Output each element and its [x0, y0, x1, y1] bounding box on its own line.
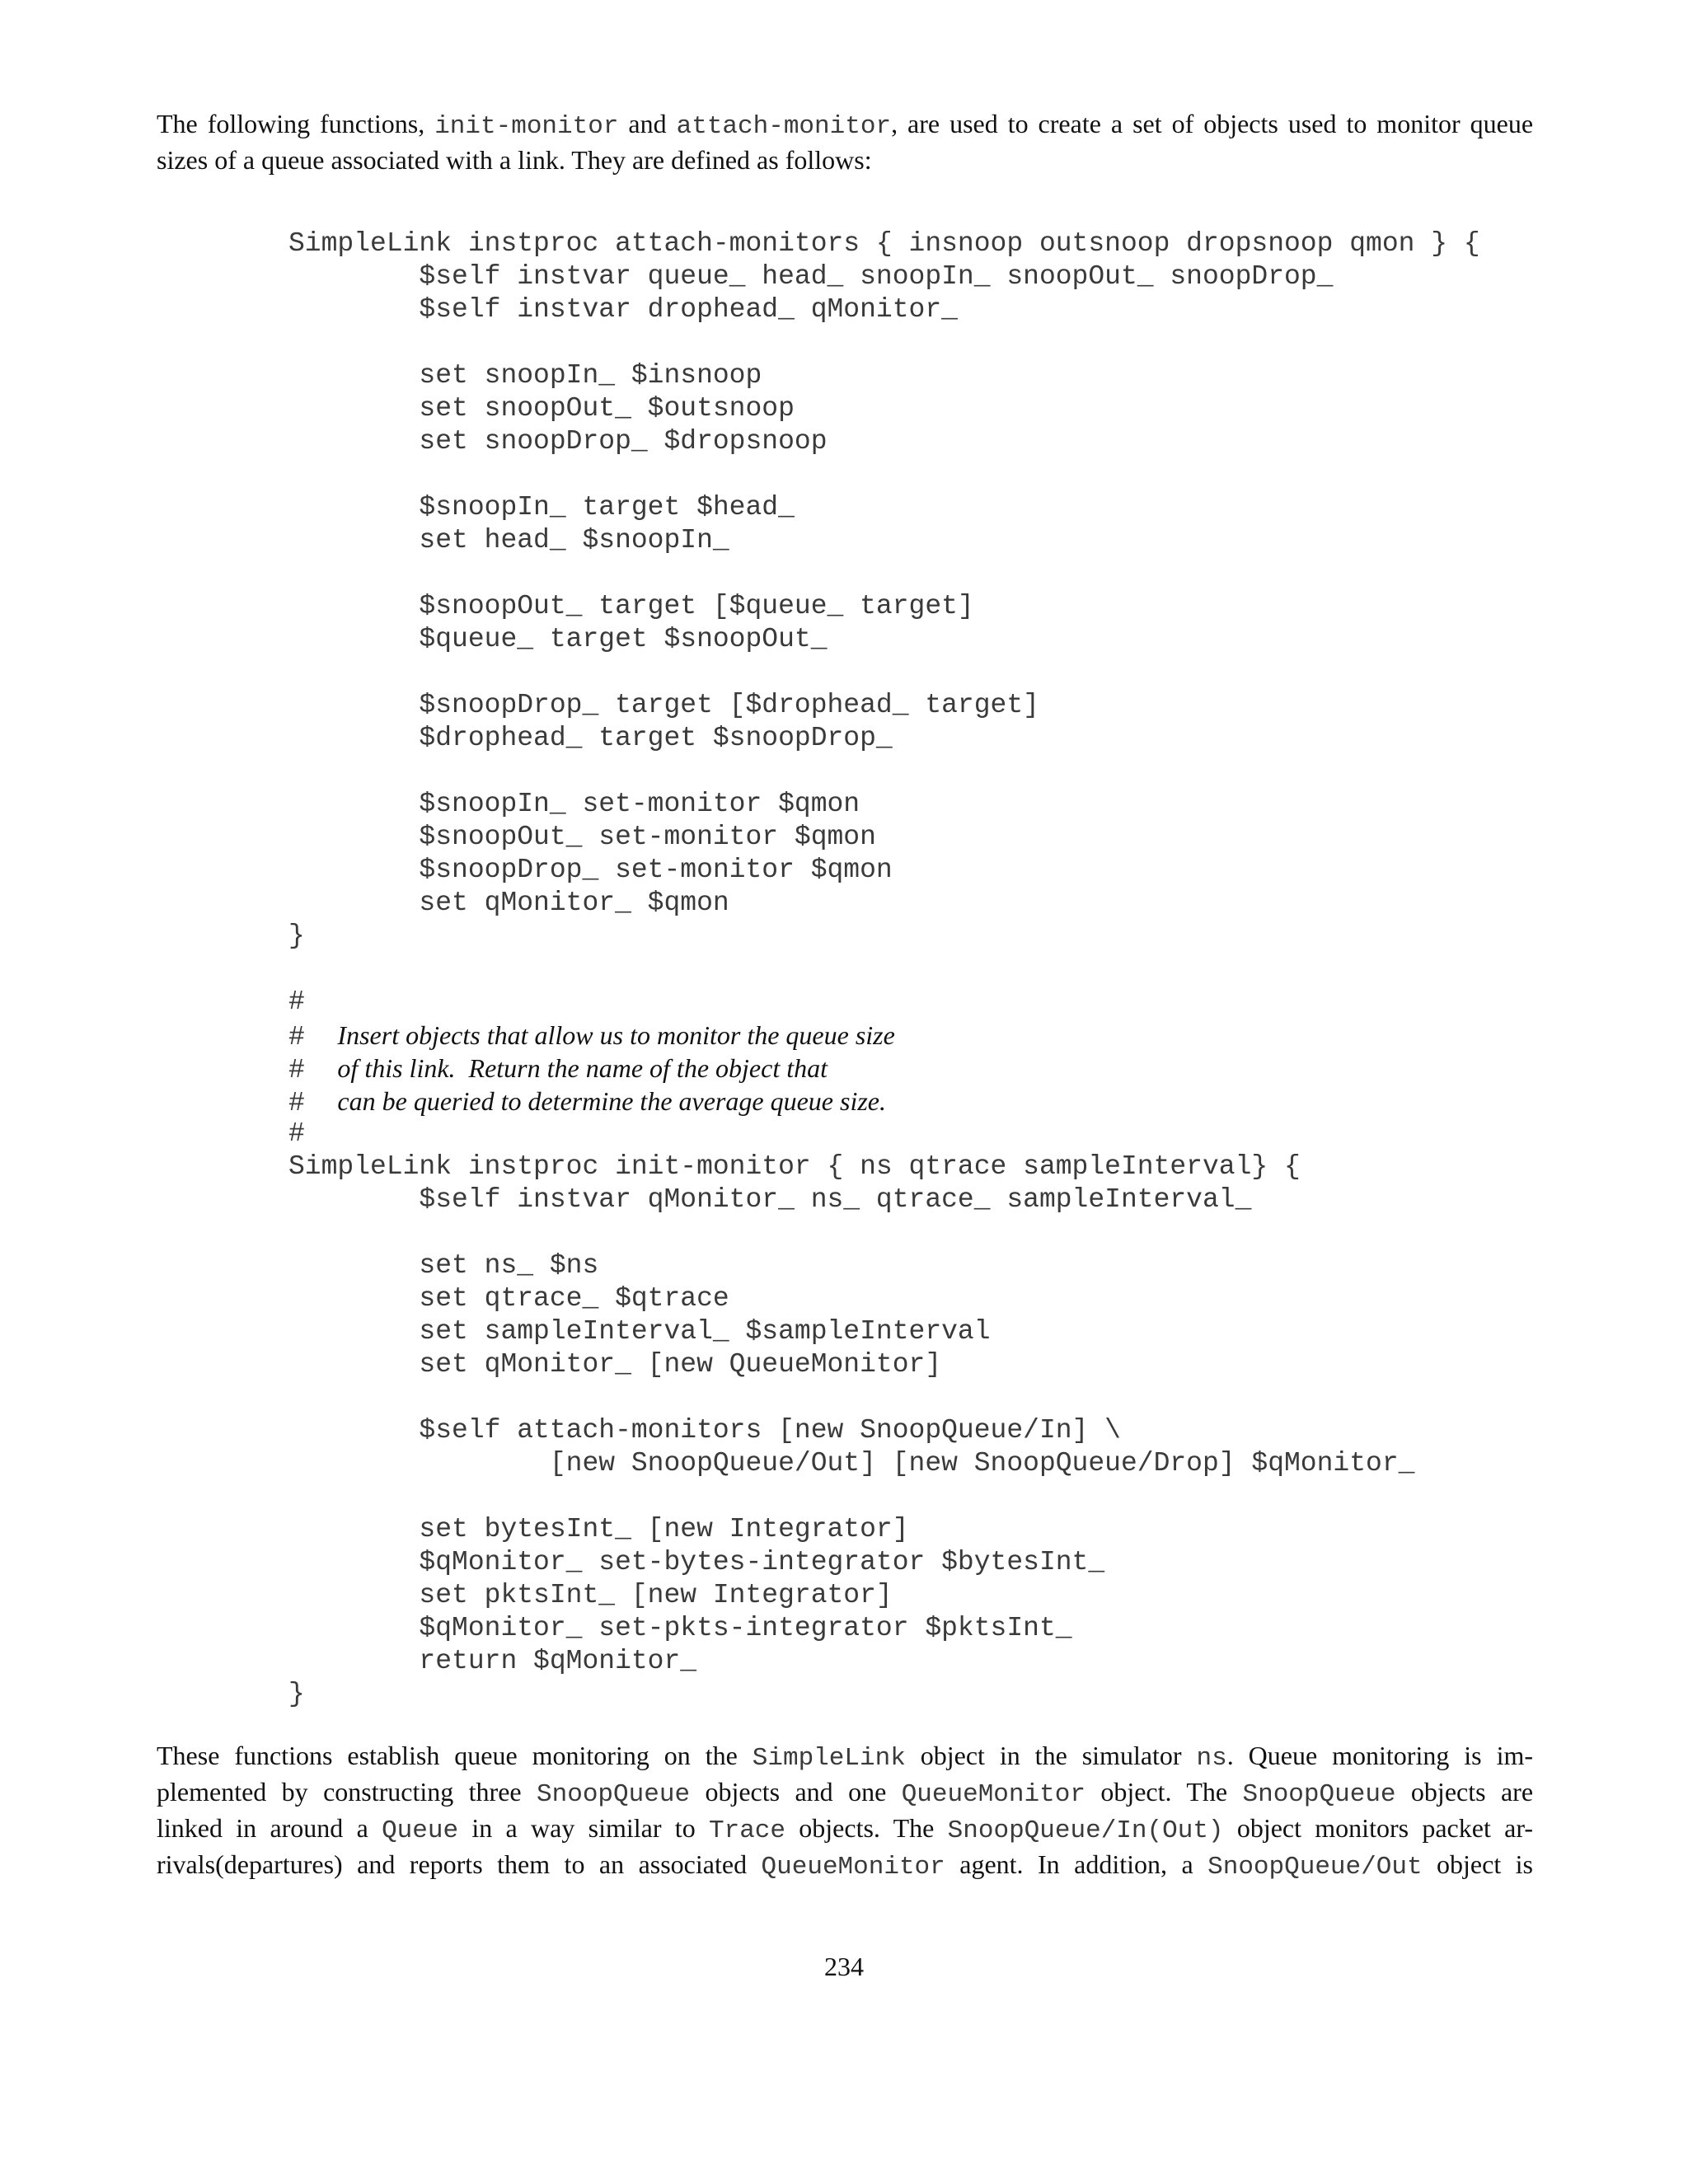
closing-line-2	[157, 1775, 1533, 1811]
code-line-text: [new SnoopQueue/Out] [new SnoopQueue/Drop] $qMonitor_	[288, 1448, 1415, 1479]
code-line	[288, 623, 1480, 656]
intro-line-1	[157, 107, 1533, 143]
code-line	[288, 953, 1480, 986]
code-line	[288, 260, 1480, 293]
body-text: . Queue monitoring is im-	[1226, 1741, 1534, 1770]
code-line	[288, 887, 1480, 920]
code-line-text: $snoopIn_ set-monitor $qmon	[288, 789, 860, 819]
code-line	[288, 1282, 1480, 1315]
code-line	[288, 557, 1480, 590]
code-line-text: $snoopOut_ target [$queue_ target]	[288, 591, 974, 621]
code-line-text: $snoopOut_ set-monitor $qmon	[288, 822, 876, 852]
code-line-text: }	[288, 1679, 305, 1709]
code-line	[288, 590, 1480, 623]
body-text: objects are	[1395, 1777, 1534, 1807]
code-line	[288, 689, 1480, 722]
body-text: objects and one	[690, 1777, 902, 1807]
closing-line-1	[157, 1739, 1533, 1775]
body-text: object monitors packet ar-	[1223, 1813, 1534, 1843]
code-term-attach-monitor: attach-monitor	[676, 112, 892, 141]
code-term-simplelink: SimpleLink	[752, 1744, 906, 1773]
code-line	[288, 1678, 1480, 1711]
code-line-text: $snoopDrop_ set-monitor $qmon	[288, 855, 893, 885]
code-line	[288, 491, 1480, 524]
code-comment: Insert objects that allow us to monitor the queue size	[337, 1020, 895, 1050]
code-line	[288, 1480, 1480, 1513]
code-line-text: set qMonitor_ $qmon	[288, 888, 729, 918]
code-line-text: $self attach-monitors [new SnoopQueue/In] \	[288, 1415, 1121, 1446]
code-line	[288, 1447, 1480, 1480]
code-term-trace: Trace	[708, 1816, 785, 1845]
code-line	[288, 854, 1480, 887]
code-line	[288, 656, 1480, 689]
closing-line-4	[157, 1848, 1533, 1884]
code-line-text: SimpleLink instproc init-monitor { ns qtrace sampleInterval} {	[288, 1151, 1301, 1182]
code-line-text: $drophead_ target $snoopDrop_	[288, 723, 893, 753]
body-text: objects. The	[785, 1813, 948, 1843]
body-text: object. The	[1085, 1777, 1243, 1807]
code-line-text: $snoopIn_ target $head_	[288, 492, 795, 523]
code-comment: of this link. Return the name of the object that	[337, 1053, 828, 1083]
code-line-text: $queue_ target $snoopOut_	[288, 624, 828, 654]
code-line-text: $self instvar qMonitor_ ns_ qtrace_ sampleInterval_	[288, 1184, 1252, 1215]
code-line	[288, 1348, 1480, 1381]
code-line	[288, 227, 1480, 260]
page-number: 234	[824, 1952, 864, 1981]
code-line-text: #	[288, 1055, 305, 1085]
code-line-text: $self instvar queue_ head_ snoopIn_ snoopOut_ snoopDrop_	[288, 261, 1334, 292]
closing-paragraph	[157, 1739, 1533, 1884]
code-line	[288, 524, 1480, 557]
body-text: plemented by constructing three	[157, 1777, 537, 1807]
code-line-text: #	[288, 1022, 305, 1052]
code-line	[288, 788, 1480, 821]
closing-line-3	[157, 1811, 1533, 1848]
code-line-text: SimpleLink instproc attach-monitors { insnoop outsnoop dropsnoop qmon } {	[288, 228, 1480, 259]
body-text: linked in around a	[157, 1813, 382, 1843]
code-line	[288, 1118, 1480, 1151]
code-line-text: set qMonitor_ [new QueueMonitor]	[288, 1349, 942, 1380]
code-line	[288, 1151, 1480, 1183]
code-line	[288, 1019, 1480, 1052]
code-term-snoopqueue: SnoopQueue	[537, 1780, 691, 1809]
intro-text: and	[618, 109, 677, 138]
code-line	[288, 293, 1480, 326]
intro-paragraph	[157, 107, 1533, 176]
code-comment: can be queried to determine the average queue size.	[337, 1086, 886, 1116]
code-line	[288, 1183, 1480, 1216]
code-line-text: set bytesInt_ [new Integrator]	[288, 1514, 909, 1544]
code-line	[288, 1052, 1480, 1085]
code-line	[288, 359, 1480, 392]
code-term-snoopqueue-in-out: SnoopQueue/In(Out)	[947, 1816, 1224, 1845]
code-line-text: set head_ $snoopIn_	[288, 525, 729, 555]
code-line	[288, 1249, 1480, 1282]
code-line-text: set pktsInt_ [new Integrator]	[288, 1580, 893, 1610]
code-term-snoopqueue-out: SnoopQueue/Out	[1207, 1853, 1423, 1882]
code-term-queuemonitor: QueueMonitor	[901, 1780, 1085, 1809]
body-text: agent. In addition, a	[945, 1849, 1208, 1879]
code-line	[288, 722, 1480, 755]
code-line-text: #	[288, 1118, 305, 1149]
code-line-text: #	[288, 987, 305, 1017]
code-line-text: return $qMonitor_	[288, 1646, 697, 1676]
code-line	[288, 920, 1480, 953]
code-term-snoopqueue: SnoopQueue	[1242, 1780, 1396, 1809]
body-text: object in the simulator	[905, 1741, 1197, 1770]
code-line-text: set snoopOut_ $outsnoop	[288, 393, 795, 424]
code-line-text: set snoopIn_ $insnoop	[288, 360, 762, 391]
code-line-text: set qtrace_ $qtrace	[288, 1283, 729, 1314]
code-line	[288, 425, 1480, 458]
code-line-text: #	[288, 1088, 305, 1118]
code-line	[288, 1315, 1480, 1348]
code-line	[288, 1381, 1480, 1414]
code-line	[288, 755, 1480, 788]
body-text: object is	[1422, 1849, 1534, 1879]
code-term-init-monitor: init-monitor	[434, 112, 619, 141]
code-line	[288, 392, 1480, 425]
intro-line-2: sizes of a queue associated with a link. They are defined as follows:	[157, 145, 872, 175]
code-line-text: $qMonitor_ set-bytes-integrator $bytesInt_	[288, 1547, 1105, 1577]
intro-text: The following functions,	[157, 109, 435, 138]
body-text: in a way similar to	[458, 1813, 709, 1843]
code-term-ns: ns	[1196, 1744, 1227, 1773]
code-line-text: set ns_ $ns	[288, 1250, 599, 1281]
code-term-queue: Queue	[382, 1816, 459, 1845]
code-line	[288, 1546, 1480, 1579]
code-line-text: $qMonitor_ set-pkts-integrator $pktsInt_	[288, 1613, 1072, 1643]
code-line	[288, 1414, 1480, 1447]
code-line-text: set snoopDrop_ $dropsnoop	[288, 426, 828, 457]
code-line-text: set sampleInterval_ $sampleInterval	[288, 1316, 991, 1347]
code-listing	[288, 227, 1480, 1711]
code-line	[288, 1085, 1480, 1118]
code-line	[288, 458, 1480, 491]
code-line	[288, 986, 1480, 1019]
code-line-text: }	[288, 921, 305, 951]
code-line	[288, 326, 1480, 359]
code-line-text: $snoopDrop_ target [$drophead_ target]	[288, 690, 1039, 720]
code-term-queuemonitor: QueueMonitor	[761, 1853, 945, 1882]
body-text: rivals(departures) and reports them to an associated	[157, 1849, 762, 1879]
code-line	[288, 1612, 1480, 1645]
code-line	[288, 1216, 1480, 1249]
code-line-text: $self instvar drophead_ qMonitor_	[288, 294, 958, 325]
code-line	[288, 1513, 1480, 1546]
body-text: These functions establish queue monitoring on the	[157, 1741, 753, 1770]
code-line	[288, 1579, 1480, 1612]
intro-text: , are used to create a set of objects used to monitor queue	[891, 109, 1534, 138]
code-line	[288, 821, 1480, 854]
code-line	[288, 1645, 1480, 1678]
